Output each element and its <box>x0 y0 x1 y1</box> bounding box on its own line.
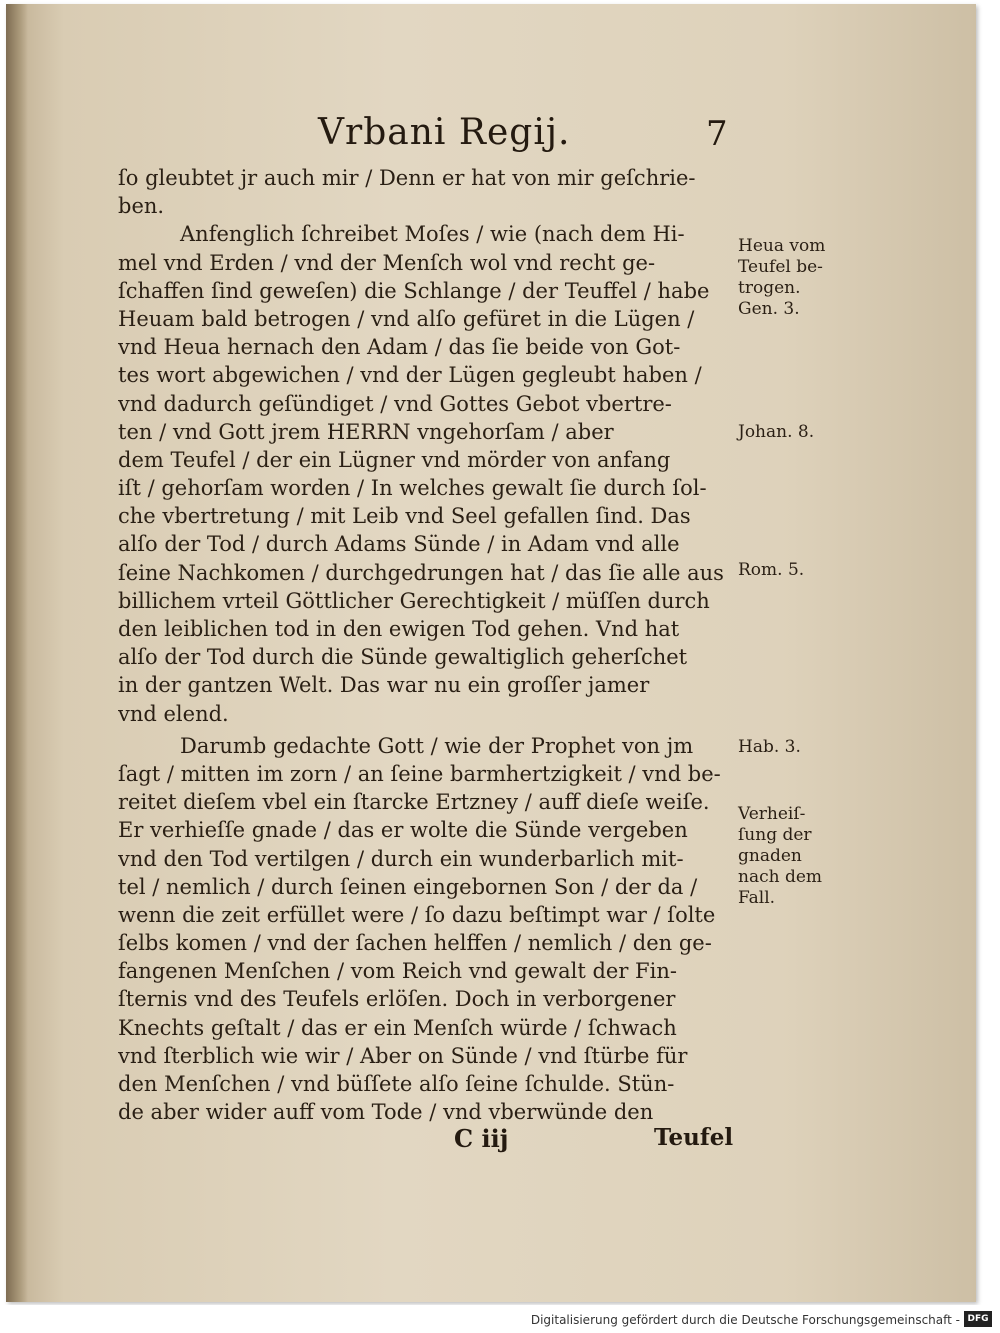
text-line: ten / vnd Gott jrem HERRN vngehorſam / aber <box>118 419 614 444</box>
text-line: vnd dadurch geſündiget / vnd Gottes Gebot vbertre- <box>118 391 672 416</box>
book-page <box>6 4 976 1302</box>
text-line: ſo gleubtet jr auch mir / Denn er hat von mir geſchrie- <box>118 166 696 190</box>
text-line: Darumb gedachte Gott / wie der Prophet von jm <box>180 733 694 758</box>
text-line: alſo der Tod durch die Sünde gewaltiglich geherſchet <box>118 645 688 670</box>
signature-mark: C iij <box>454 1124 509 1153</box>
page-gutter-shadow <box>6 4 28 1302</box>
text-line: den Menſchen / vnd büſſete alſo ſeine ſchulde. Stün- <box>118 1072 675 1096</box>
text-line: ſeine Nachkomen / durchgedrungen hat / das ſie alle aus <box>118 560 724 585</box>
text-line: che vbertretung / mit Leib vnd Seel gefallen ſind. Das <box>118 504 691 529</box>
text-line: Anfenglich ſchreibet Moſes / wie (nach dem Hi- <box>180 222 685 247</box>
text-line: alſo der Tod / durch Adams Sünde / in Adam vnd alle <box>118 532 680 557</box>
text-line: ben. <box>118 194 165 219</box>
margin-note-promise: Verheiſ- ſung der gnaden nach dem Fall. <box>738 804 823 908</box>
text-line: vnd den Tod vertilgen / durch ein wunderbarlich mit- <box>118 846 684 871</box>
text-line: vnd ſterblich wie wir / Aber on Sünde / vnd ſtürbe für <box>118 1043 688 1068</box>
text-line: tes wort abgewichen / vnd der Lügen gegleubt haben / <box>118 363 702 388</box>
text-line: vnd elend. <box>118 701 229 726</box>
text-line: billichem vrteil Göttlicher Gerechtigkeit / müſſen durch <box>118 588 710 613</box>
margin-note-rom5: Rom. 5. <box>738 560 805 580</box>
text-line: de aber wider auff vom Tode / vnd vberwünde den <box>118 1100 654 1125</box>
page-header <box>6 112 976 162</box>
dfg-logo-icon: DFG <box>964 1311 992 1327</box>
text-line: den leiblichen tod in den ewigen Tod gehen. Vnd hat <box>118 617 680 641</box>
text-line: Heuam bald betrogen / vnd alſo gefüret in die Lügen / <box>118 306 695 331</box>
footer-bar <box>0 1305 1000 1333</box>
text-line: tel / nemlich / durch ſeinen eingebornen Son / der da / <box>118 874 698 899</box>
text-line: vnd Heua hernach den Adam / das ſie beide von Got- <box>118 335 681 360</box>
funding-credit: Digitalisierung gefördert durch die Deutsche Forschungsgemeinschaft - <box>530 1313 960 1327</box>
text-line: Er verhieſſe gnade / das er wolte die Sünde vergeben <box>118 818 688 843</box>
text-line: Knechts geſtalt / das er ein Menſch würde / ſchwach <box>118 1015 677 1040</box>
text-line: ſelbs komen / vnd der ſachen helffen / nemlich / den ge- <box>118 931 712 956</box>
text-line: ſchaffen ſind geweſen) die Schlange / der Teuffel / habe <box>118 278 710 303</box>
page-number: 7 <box>706 114 728 154</box>
margin-note-gen3: Heua vom Teufel be- trogen. Gen. 3. <box>738 236 826 319</box>
catchword: Teufel <box>654 1124 734 1151</box>
margin-note-hab3: Hab. 3. <box>738 737 801 757</box>
text-line: ſagt / mitten im zorn / an ſeine barmhertzigkeit / vnd be- <box>118 761 721 786</box>
text-line: in der gantzen Welt. Das war nu ein groſſer jamer <box>118 673 650 698</box>
body-text <box>118 164 738 1126</box>
text-line: reitet dieſem vbel ein ſtarcke Ertzney / auff dieſe weiſe. <box>118 790 710 815</box>
text-line: fangenen Menſchen / vom Reich vnd gewalt der Fin- <box>118 959 677 984</box>
text-line: dem Teufel / der ein Lügner vnd mörder von anfang <box>118 447 671 472</box>
text-line: iſt / gehorſam worden / In welches gewalt ſie durch ſol- <box>118 476 707 501</box>
text-line: ſternis vnd des Teufels erlöſen. Doch in verborgener <box>118 987 676 1012</box>
text-line: wenn die zeit erfüllet were / ſo dazu beſtimpt war / ſolte <box>118 902 716 927</box>
running-title: Vrbani Regij. <box>318 112 571 153</box>
text-line: mel vnd Erden / vnd der Menſch wol vnd recht ge- <box>118 250 656 275</box>
margin-note-john8: Johan. 8. <box>738 422 815 442</box>
